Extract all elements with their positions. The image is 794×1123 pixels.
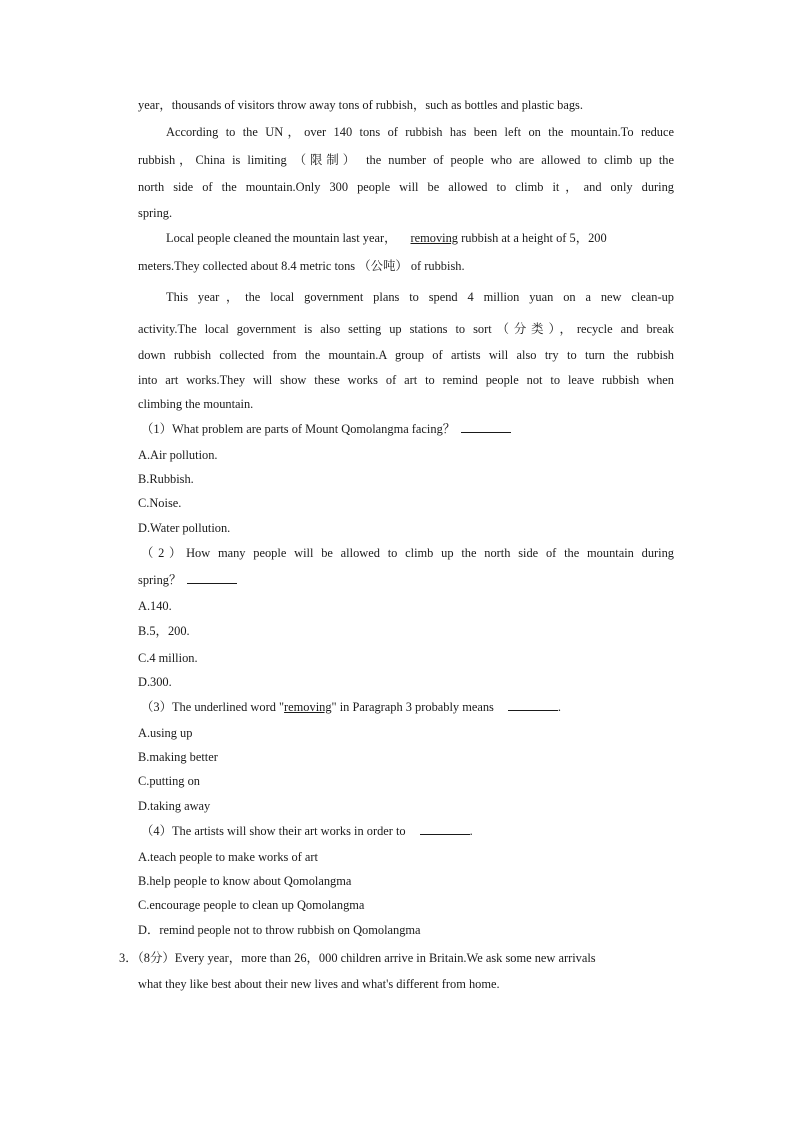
option-a[interactable]: A.140. <box>138 599 172 613</box>
question-stem <box>141 699 677 715</box>
question-text: . <box>557 700 561 714</box>
option-c[interactable]: C.4 million. <box>138 651 198 665</box>
passage-line: rubbish，China is limiting （限制） the number of people who are allowed to climb up the <box>138 153 674 167</box>
option-b[interactable]: B.Rubbish. <box>138 472 194 486</box>
passage-line: into art works.They will show these works of art to remind people not to leave rubbish when <box>138 373 674 387</box>
passage-text: rubbish at a height of 5，200 <box>461 231 607 245</box>
option-c[interactable]: C.Noise. <box>138 496 182 510</box>
question-header <box>119 950 674 966</box>
option-b[interactable]: B.making better <box>138 750 218 764</box>
passage-line: down rubbish collected from the mountain.A group of artists will also try to turn the rubbish <box>138 348 674 362</box>
question-text: . <box>469 824 473 838</box>
option-b[interactable]: B.help people to know about Qomolangma <box>138 874 352 888</box>
passage-line: According to the UN，over 140 tons of rubbish has been left on the mountain.To reduce <box>166 125 674 139</box>
option-c[interactable]: C.encourage people to clean up Qomolangma <box>138 898 365 912</box>
passage-line: spring. <box>138 206 173 220</box>
question-stem: （2）How many people will be allowed to climb up the north side of the mountain during <box>141 546 674 560</box>
answer-blank[interactable] <box>508 700 558 711</box>
option-d[interactable]: D.300. <box>138 675 172 689</box>
option-c[interactable]: C.putting on <box>138 774 200 788</box>
option-a[interactable]: A.Air pollution. <box>138 448 218 462</box>
question-stem <box>141 823 677 839</box>
answer-blank[interactable] <box>461 422 511 433</box>
passage-text: Local people cleaned the mountain last year， <box>166 231 397 245</box>
underlined-word: removing <box>410 231 459 245</box>
underlined-word: removing <box>284 700 332 714</box>
question-text: （1）What problem are parts of Mount Qomolangma facing？ <box>141 422 456 436</box>
passage-line <box>166 230 674 246</box>
question-text: （3）The underlined word " <box>141 700 285 714</box>
passage-line: activity.The local government is also setting up stations to sort（分类），recycle and break <box>138 322 674 336</box>
passage-line: north side of the mountain.Only 300 people will be allowed to climb it，and only during <box>138 180 674 194</box>
option-d[interactable]: D.taking away <box>138 799 211 813</box>
option-b[interactable]: B.5，200. <box>138 624 190 638</box>
question-stem <box>141 421 677 437</box>
passage-line: year，thousands of visitors throw away tons of rubbish，such as bottles and plastic bags. <box>138 98 583 112</box>
passage-line: This year，the local government plans to spend 4 million yuan on a new clean-up <box>166 290 674 304</box>
passage-line: climbing the mountain. <box>138 397 254 411</box>
answer-blank[interactable] <box>187 573 237 584</box>
option-a[interactable]: A.using up <box>138 726 193 740</box>
question-text: （4）The artists will show their art works in order to <box>141 824 406 838</box>
question-stem <box>138 572 674 588</box>
option-d[interactable]: D．remind people not to throw rubbish on Qomolangma <box>138 923 421 937</box>
question-number: 3． <box>119 951 138 965</box>
answer-blank[interactable] <box>420 824 470 835</box>
option-a[interactable]: A.teach people to make works of art <box>138 850 318 864</box>
question-text: " in Paragraph 3 probably means <box>331 700 494 714</box>
option-d[interactable]: D.Water pollution. <box>138 521 231 535</box>
question-text: （8分）Every year，more than 26，000 children arrive in Britain.We ask some new arrivals <box>137 951 596 965</box>
passage-line: what they like best about their new lives and what's different from home. <box>138 977 500 991</box>
question-text: spring？ <box>138 573 182 587</box>
passage-line: meters.They collected about 8.4 metric tons （公吨） of rubbish. <box>138 259 465 273</box>
